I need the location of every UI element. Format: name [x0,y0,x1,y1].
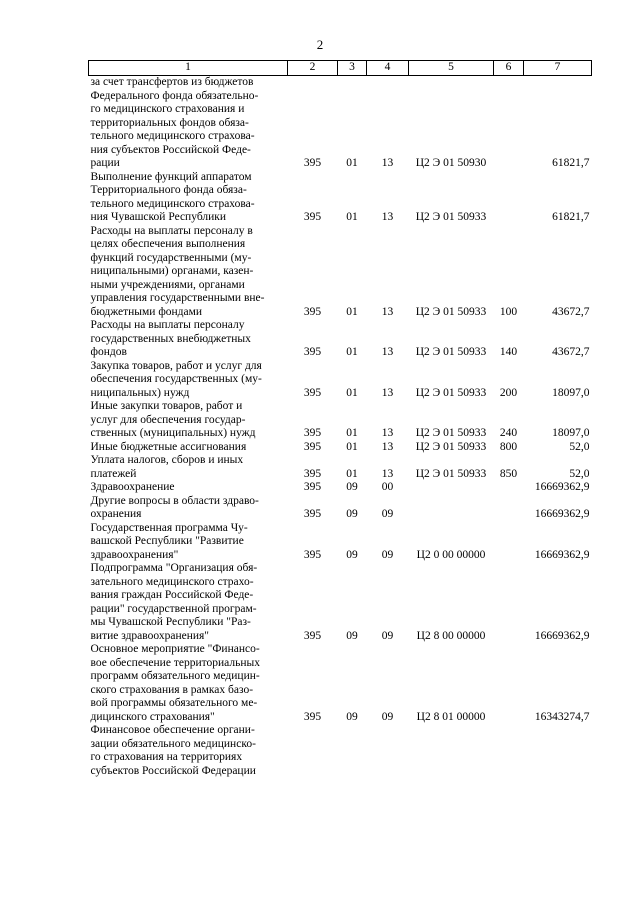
cell-pr [367,724,409,778]
column-header: 1 [89,61,288,76]
name-line: платежей [90,467,137,480]
table-row [89,225,592,320]
column-header: 2 [288,61,338,76]
cell-sum: 52,0 [569,467,590,480]
name-line: ными учреждениями, органами [90,278,245,291]
cell-gr: 395 [303,157,322,169]
cell-name [89,441,288,455]
table-row [89,171,592,225]
cell-rz [338,724,367,778]
name-line: вания граждан Российской Феде- [90,589,254,601]
name-line: Расходы на выплаты персоналу в [90,224,253,237]
cell-vr [494,495,524,522]
name-line: услуг для обеспечения государ- [90,413,246,426]
cell-vr: 200 [499,386,518,399]
name-line: Закупка товаров, работ и услуг для [90,359,262,372]
cell-name [89,562,288,643]
name-line: программ обязательного медицин- [90,670,260,682]
cell-rz: 01 [346,440,358,453]
cell-sum: 16669362,9 [534,548,590,561]
cell-name [89,481,288,495]
table-row [89,522,592,563]
cell-csr [409,481,494,495]
cell-vr [494,481,524,495]
page-number: 2 [316,37,324,52]
cell-pr: 13 [381,386,394,399]
cell-sum: 18097,0 [552,427,590,439]
cell-sum: 18097,0 [552,386,590,399]
cell-vr: 850 [499,467,518,480]
cell-gr: 395 [303,467,322,480]
cell-rz: 09 [346,629,358,642]
cell-pr: 13 [381,211,394,223]
name-line: субъектов Российской Федерации [90,764,256,777]
cell-pr: 00 [381,481,394,493]
cell-csr: Ц2 Э 01 50933 [415,386,487,399]
cell-pr: 13 [381,157,394,169]
cell-name [89,643,288,724]
name-line: Выполнение функций аппаратом [90,170,252,183]
header-row [89,61,592,76]
cell-pr: 13 [381,346,394,358]
cell-sum: 61821,7 [552,211,590,223]
cell-name [89,495,288,522]
name-line: охранения [90,508,142,520]
cell-gr: 395 [303,211,322,223]
name-line: витие здравоохранения" [90,629,210,642]
cell-csr: Ц2 Э 01 50933 [415,440,487,453]
name-line: ского страхования в рамках базо- [90,683,254,696]
cell-rz: 01 [346,305,358,318]
cell-gr: 395 [303,508,322,520]
cell-name [89,724,288,778]
cell-vr [494,643,524,724]
cell-name [89,225,288,320]
name-line: вашской Республики "Развитие [90,535,244,547]
cell-rz: 09 [346,481,358,493]
cell-sum: 61821,7 [552,157,590,169]
cell-rz: 09 [346,710,358,723]
cell-pr: 09 [381,548,394,561]
name-line: мы Чувашской Республики "Раз- [90,616,251,628]
cell-rz: 01 [346,467,358,480]
cell-gr: 395 [303,548,322,561]
name-line: Уплата налогов, сборов и иных [90,454,244,466]
table-row [89,319,592,360]
cell-sum: 43672,7 [552,305,590,318]
name-line: территориальных фондов обяза- [90,116,249,129]
cell-csr: Ц2 8 00 00000 [416,629,486,642]
name-line: вой программы обязательного ме- [90,697,258,709]
cell-name [89,360,288,401]
table-row [89,562,592,643]
name-line: обеспечения государственных (му- [90,373,262,385]
cell-csr: Ц2 Э 01 50933 [415,305,487,318]
column-header: 3 [338,61,367,76]
cell-rz: 01 [346,346,358,358]
name-line: тельного медицинского страхова- [90,130,255,142]
cell-sum: 16669362,9 [534,508,590,520]
table-row [89,724,592,778]
name-line: управления государственными вне- [90,292,265,304]
cell-sum [524,724,592,778]
table-row [89,481,592,495]
cell-csr [409,495,494,522]
name-line: за счет трансфертов из бюджетов [90,76,254,88]
name-line: зации обязательного медицинско- [90,737,256,750]
name-line: ниципальных) нужд [90,386,190,399]
name-line: Здравоохранение [90,481,175,493]
cell-vr [494,724,524,778]
cell-csr: Ц2 Э 01 50930 [415,157,487,169]
table-row [89,495,592,522]
cell-vr: 800 [499,440,518,453]
name-line: дицинского страхования" [90,710,215,723]
name-line: целях обеспечения выполнения [90,238,246,250]
column-header: 5 [409,61,494,76]
cell-gr: 395 [303,305,322,318]
cell-pr: 13 [381,467,394,480]
cell-pr: 13 [381,427,394,439]
table-row [89,360,592,401]
cell-name [89,171,288,225]
cell-csr: Ц2 8 01 00000 [416,710,486,723]
cell-rz: 01 [346,211,358,223]
cell-csr: Ц2 0 00 00000 [416,548,486,561]
name-line: Иные бюджетные ассигнования [90,440,247,453]
name-line: Территориального фонда обяза- [90,184,247,196]
name-line: Федерального фонда обязательно- [90,89,259,102]
cell-gr: 395 [303,481,322,493]
name-line: рации [90,157,120,169]
cell-sum: 16343274,7 [534,710,590,723]
table-row [89,400,592,441]
name-line: Государственная программа Чу- [90,521,248,534]
name-line: ственных (муниципальных) нужд [90,427,256,439]
cell-sum: 43672,7 [552,346,590,358]
name-line: здравоохранения" [90,548,179,561]
name-line: Расходы на выплаты персоналу [90,319,245,331]
table-row [89,454,592,481]
cell-vr [494,76,524,171]
cell-pr: 13 [381,305,394,318]
cell-rz: 01 [346,157,358,169]
cell-pr: 09 [381,710,394,723]
cell-sum: 52,0 [569,440,590,453]
name-line: Иные закупки товаров, работ и [90,400,243,412]
name-line: фондов [90,346,127,358]
cell-pr: 09 [381,508,394,520]
cell-vr [494,562,524,643]
name-line: Подпрограмма "Организация обя- [90,562,258,574]
cell-csr: Ц2 Э 01 50933 [415,427,487,439]
name-line: ниципальными) органами, казен- [90,265,254,277]
name-line: государственных внебюджетных [90,332,251,345]
cell-sum: 16669362,9 [534,629,590,642]
cell-gr [288,724,338,778]
cell-pr: 09 [381,629,394,642]
cell-name [89,454,288,481]
name-line: Основное мероприятие "Финансо- [90,643,260,655]
cell-gr: 395 [303,710,322,723]
column-header: 4 [367,61,409,76]
cell-pr: 13 [381,440,394,453]
name-line: Другие вопросы в области здраво- [90,494,259,507]
name-line: рации" государственной програм- [90,602,257,615]
cell-gr: 395 [303,629,322,642]
name-line: вое обеспечение территориальных [90,656,260,669]
cell-name [89,400,288,441]
name-line: бюджетными фондами [90,305,203,318]
name-line: го медицинского страхования и [90,103,245,115]
budget-table [88,60,592,778]
table-body [89,76,592,779]
cell-rz: 01 [346,386,358,399]
table-row [89,76,592,171]
cell-csr: Ц2 Э 01 50933 [415,346,487,358]
cell-rz: 01 [346,427,358,439]
table-row [89,441,592,455]
cell-csr: Ц2 Э 01 50933 [415,467,487,480]
cell-gr: 395 [303,440,322,453]
cell-csr: Ц2 Э 01 50933 [415,211,487,223]
name-line: ния субъектов Российской Феде- [90,143,251,156]
column-header: 6 [494,61,524,76]
cell-gr: 395 [303,427,322,439]
cell-vr [494,522,524,563]
name-line: го страхования на территориях [90,751,243,763]
name-line: функций государственными (му- [90,251,252,264]
name-line: тельного медицинского страхова- [90,197,255,210]
cell-gr: 395 [303,386,322,399]
cell-name [89,319,288,360]
cell-rz: 09 [346,508,358,520]
name-line: Финансовое обеспечение органи- [90,724,255,736]
cell-name [89,76,288,171]
cell-vr: 140 [499,346,518,358]
cell-gr: 395 [303,346,322,358]
table-row [89,643,592,724]
cell-sum: 16669362,9 [534,481,590,493]
cell-name [89,522,288,563]
cell-vr: 100 [499,305,518,318]
name-line: зательного медицинского страхо- [90,575,254,588]
cell-rz: 09 [346,548,358,561]
cell-csr [409,724,494,778]
column-header: 7 [524,61,592,76]
name-line: ния Чувашской Республики [90,211,227,223]
cell-vr [494,171,524,225]
cell-vr: 240 [499,427,518,439]
